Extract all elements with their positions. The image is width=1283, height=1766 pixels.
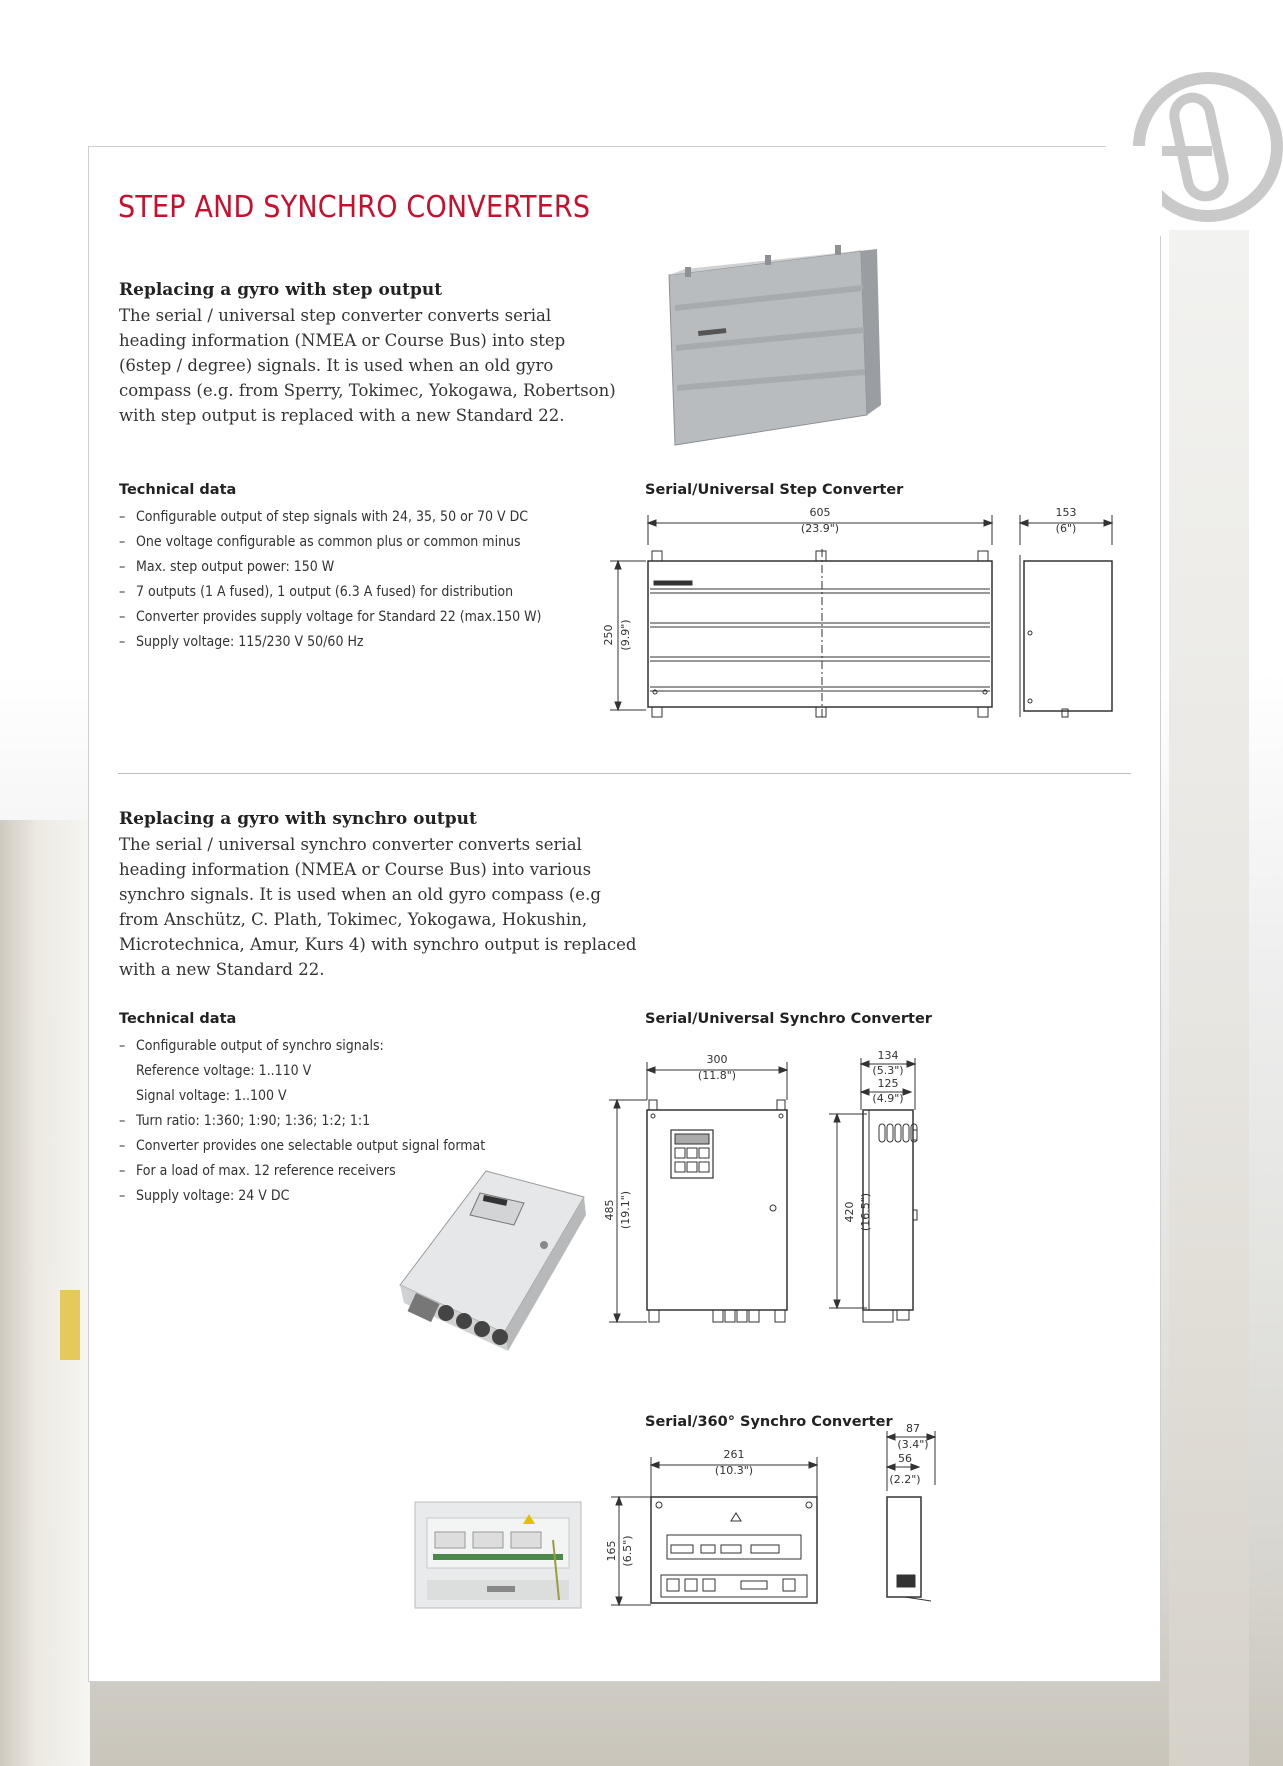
sync-height2-mm: 420 — [843, 1201, 856, 1223]
spec-item: – Configurable output of synchro signals: — [119, 1034, 485, 1059]
spec-item: Reference voltage: 1..110 V — [136, 1063, 312, 1079]
sync-depth2-mm: 125 — [877, 1077, 899, 1090]
s360-height-in: (6.5") — [621, 1535, 634, 1567]
step-width-mm: 605 — [809, 506, 831, 519]
step-height-in: (9.9") — [619, 619, 632, 651]
step-depth-mm: 153 — [1055, 506, 1077, 519]
synchro360-drawing-title: Serial/360° Synchro Converter — [645, 1414, 893, 1430]
step-width-in: (23.9") — [800, 522, 840, 535]
s360-depth-in: (3.4") — [897, 1438, 929, 1451]
sync-depth-in: (5.3") — [872, 1064, 904, 1077]
synchro-description: The serial / universal synchro converter converts serial heading information (NMEA or Course Bus) into various synchro signals. It is used when an old gyro compass (e.g from Anschütz, C. Plath, Tokimec, Yokogawa, Hokushin, Microtechnica, Amur, Kurs 4) with synchro output is replaced with a new Standard 22. — [119, 835, 637, 979]
spec-item: – For a load of max. 12 reference receivers — [119, 1159, 485, 1184]
spec-item: – One voltage configurable as common plus or common minus — [119, 530, 541, 555]
step-description: The serial / universal step converter converts serial heading information (NMEA or Course Bus) into step (6step / degree) signals. It is used when an old gyro compass (e.g. from Sperry, Tokimec, Yokogawa, Robertson) with step output is replaced with a new Standard 22. — [119, 306, 616, 425]
background-right-photo — [1169, 230, 1249, 1766]
synchro-converter-photo — [396, 1165, 591, 1355]
sync-height-in: (19.1") — [619, 1190, 632, 1230]
step-height-mm: 250 — [602, 624, 615, 646]
step-depth-in: (6") — [1055, 522, 1077, 535]
spec-item: – Max. step output power: 150 W — [119, 555, 541, 580]
sync-depth2-in: (4.9") — [872, 1092, 904, 1105]
spec-item: – Converter provides one selectable output signal format — [119, 1134, 485, 1159]
synchro-heading: Replacing a gyro with synchro output — [119, 809, 477, 829]
step-converter-photo — [655, 245, 885, 450]
s360-depth-mm: 87 — [906, 1422, 920, 1435]
sync-height-mm: 485 — [603, 1199, 616, 1221]
sync-width-in: (11.8") — [697, 1069, 737, 1082]
spec-item: – Converter provides supply voltage for Standard 22 (max.150 W) — [119, 605, 541, 630]
s360-width-in: (10.3") — [714, 1464, 754, 1477]
s360-depth2-in: (2.2") — [889, 1473, 921, 1486]
synchro-drawing-title: Serial/Universal Synchro Converter — [645, 1011, 932, 1027]
s360-height-mm: 165 — [605, 1540, 618, 1562]
s360-depth2-mm: 56 — [898, 1452, 912, 1465]
sync-width-mm: 300 — [706, 1053, 728, 1066]
spec-item: – Turn ratio: 1:360; 1:90; 1:36; 1:2; 1:1 — [119, 1109, 485, 1134]
step-technical-drawing — [600, 505, 1120, 730]
section-divider — [118, 773, 1131, 774]
spec-item: Signal voltage: 1..100 V — [136, 1088, 287, 1104]
synchro-technical-heading: Technical data — [119, 1011, 237, 1027]
s360-width-mm: 261 — [723, 1448, 745, 1461]
spec-item: – Supply voltage: 24 V DC — [119, 1184, 485, 1209]
step-technical-heading: Technical data — [119, 482, 237, 498]
background-person-photo — [0, 820, 90, 1766]
synchro-universal-drawing — [605, 1050, 965, 1335]
step-spec-list — [119, 505, 541, 655]
step-heading: Replacing a gyro with step output — [119, 280, 443, 300]
spec-item: – 7 outputs (1 A fused), 1 output (6.3 A fused) for distribution — [119, 580, 541, 605]
page-title: STEP AND SYNCHRO CONVERTERS — [118, 190, 591, 225]
sync-height2-in: (16.5") — [859, 1192, 872, 1232]
card-tab — [1106, 146, 1162, 236]
synchro360-photo — [413, 1500, 583, 1610]
spec-item: – Configurable output of step signals with 24, 35, 50 or 70 V DC — [119, 505, 541, 530]
step-drawing-title: Serial/Universal Step Converter — [645, 482, 904, 498]
sync-depth-mm: 134 — [877, 1049, 899, 1062]
spec-item: – Supply voltage: 115/230 V 50/60 Hz — [119, 630, 541, 655]
